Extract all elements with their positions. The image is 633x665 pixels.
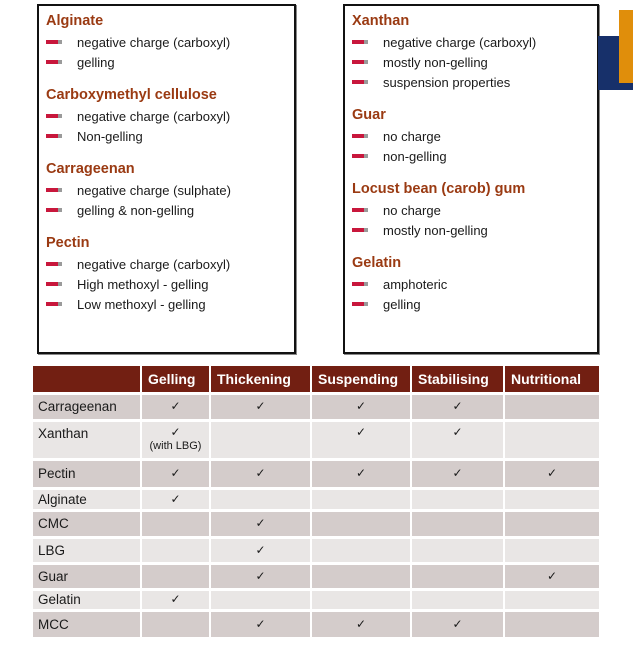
checkmark-icon: ✓ xyxy=(255,568,266,583)
table-cell xyxy=(210,537,311,563)
table-cell xyxy=(210,510,311,537)
bullet-item xyxy=(46,274,294,294)
checkmark-icon: ✓ xyxy=(170,491,181,506)
bullet-dash-icon xyxy=(352,40,368,44)
table-row xyxy=(33,610,599,637)
bullet-text: mostly non-gelling xyxy=(383,222,488,238)
bullet-text: suspension properties xyxy=(383,74,511,90)
checkmark-icon: ✓ xyxy=(355,616,367,631)
bullet-text: negative charge (carboxyl) xyxy=(383,34,537,50)
table-cell xyxy=(210,488,311,510)
bullet-text: negative charge (carboxyl) xyxy=(77,108,231,124)
bullet-dash-icon xyxy=(46,40,62,44)
bullet-item xyxy=(352,72,597,92)
table-cell xyxy=(504,488,599,510)
property-group xyxy=(352,180,597,240)
bullet-text: Non-gelling xyxy=(77,128,143,144)
bullet-dash-icon xyxy=(46,134,62,138)
bullet-text: no charge xyxy=(383,202,441,218)
bullet-item xyxy=(46,32,294,52)
checkmark-icon: ✓ xyxy=(452,616,463,631)
checkmark-icon: ✓ xyxy=(452,424,463,439)
table-cell xyxy=(504,610,599,637)
table-row xyxy=(33,420,599,459)
table-cell xyxy=(141,510,210,537)
bullet-dash-icon xyxy=(46,262,62,266)
checkmark-icon: ✓ xyxy=(546,466,558,480)
bullet-dash-icon xyxy=(46,208,62,212)
table-cell xyxy=(210,459,311,488)
checkmark-icon: ✓ xyxy=(170,424,181,439)
row-label: Alginate xyxy=(33,488,141,510)
bullet-text: negative charge (sulphate) xyxy=(77,182,231,198)
bullet-item xyxy=(46,126,294,146)
row-label: LBG xyxy=(33,537,141,563)
bullet-text: non-gelling xyxy=(383,148,447,164)
cell-note: (with LBG) xyxy=(149,439,202,452)
group-title: Gelatin xyxy=(352,255,402,271)
group-title: Carrageenan xyxy=(46,161,135,177)
property-group xyxy=(352,254,597,314)
table-cell xyxy=(210,393,311,420)
table-row xyxy=(33,488,599,510)
bullet-text: amphoteric xyxy=(383,276,448,292)
table-cell xyxy=(141,610,210,637)
bullet-item xyxy=(352,146,597,166)
logo-graphic xyxy=(598,10,633,90)
table-header-row xyxy=(33,366,599,393)
table-cell xyxy=(504,589,599,610)
bullet-text: High methoxyl - gelling xyxy=(77,276,209,292)
bullet-dash-icon xyxy=(352,154,368,158)
checkmark-icon: ✓ xyxy=(255,466,266,480)
bullet-dash-icon xyxy=(46,302,62,306)
table-cell xyxy=(311,563,411,589)
bullet-text: Low methoxyl - gelling xyxy=(77,296,206,312)
checkmark-icon: ✓ xyxy=(452,466,463,480)
table-row xyxy=(33,510,599,537)
group-title: Guar xyxy=(352,107,386,123)
table-row xyxy=(33,459,599,488)
row-label: MCC xyxy=(33,610,141,637)
table-cell xyxy=(311,488,411,510)
checkmark-icon: ✓ xyxy=(355,424,367,439)
bullet-text: gelling & non-gelling xyxy=(77,202,195,218)
table-cell xyxy=(411,488,504,510)
checkmark-icon: ✓ xyxy=(452,399,463,413)
checkmark-icon: ✓ xyxy=(355,399,367,413)
bullet-item xyxy=(352,294,597,314)
table-cell xyxy=(411,510,504,537)
table-cell xyxy=(311,420,411,459)
table-cell xyxy=(141,459,210,488)
property-group xyxy=(46,12,294,72)
bullet-dash-icon xyxy=(352,80,368,84)
table-cell xyxy=(504,537,599,563)
bullet-dash-icon xyxy=(46,282,62,286)
bullet-text: negative charge (carboxyl) xyxy=(77,34,231,50)
table-cell xyxy=(411,610,504,637)
bullet-dash-icon xyxy=(352,60,368,64)
bullet-dash-icon xyxy=(46,60,62,64)
table-cell xyxy=(210,563,311,589)
table-cell xyxy=(504,563,599,589)
header-nutritional: Nutritional xyxy=(504,366,599,393)
left-info-box xyxy=(37,4,296,354)
checkmark-icon: ✓ xyxy=(255,616,266,631)
bullet-item xyxy=(352,274,597,294)
checkmark-icon: ✓ xyxy=(546,568,558,583)
table-cell xyxy=(210,420,311,459)
table-cell xyxy=(504,420,599,459)
checkmark-icon: ✓ xyxy=(255,399,266,413)
table-cell xyxy=(504,393,599,420)
bullet-item xyxy=(46,52,294,72)
bullet-text: gelling xyxy=(77,54,115,70)
properties-table xyxy=(33,366,599,637)
group-title: Alginate xyxy=(46,13,104,29)
table-row xyxy=(33,589,599,610)
table-cell xyxy=(141,488,210,510)
group-title: Carboxymethyl cellulose xyxy=(46,87,217,103)
checkmark-icon: ✓ xyxy=(170,399,181,413)
table-cell xyxy=(141,420,210,459)
table-cell xyxy=(411,589,504,610)
bullet-item xyxy=(352,126,597,146)
bullet-dash-icon xyxy=(352,302,368,306)
checkmark-icon: ✓ xyxy=(255,516,266,530)
table-cell xyxy=(141,589,210,610)
header-stabilising: Stabilising xyxy=(411,366,504,393)
bullet-dash-icon xyxy=(46,188,62,192)
property-group xyxy=(46,160,294,220)
header-thickening: Thickening xyxy=(210,366,311,393)
checkmark-icon: ✓ xyxy=(255,542,266,557)
logo-gold-bar xyxy=(619,10,633,83)
bullet-text: no charge xyxy=(383,128,441,144)
table-cell xyxy=(411,563,504,589)
group-title: Xanthan xyxy=(352,13,410,29)
bullet-dash-icon xyxy=(352,282,368,286)
bullet-item xyxy=(46,254,294,274)
bullet-item xyxy=(46,180,294,200)
checkmark-icon: ✓ xyxy=(170,466,181,480)
right-info-box xyxy=(343,4,599,354)
property-group xyxy=(46,86,294,146)
bullet-item xyxy=(46,294,294,314)
table-cell xyxy=(411,459,504,488)
row-label: Xanthan xyxy=(33,420,141,459)
table-cell xyxy=(411,393,504,420)
table-cell xyxy=(411,537,504,563)
table-cell xyxy=(311,589,411,610)
bullet-item xyxy=(352,32,597,52)
table-cell xyxy=(311,510,411,537)
checkmark-icon: ✓ xyxy=(355,466,367,480)
bullet-item xyxy=(352,200,597,220)
table-cell xyxy=(311,393,411,420)
table-row xyxy=(33,563,599,589)
table-cell xyxy=(311,610,411,637)
property-group xyxy=(46,234,294,314)
bullet-text: gelling xyxy=(383,296,421,312)
table-cell xyxy=(210,610,311,637)
bullet-dash-icon xyxy=(46,114,62,118)
group-title: Locust bean (carob) gum xyxy=(352,181,526,197)
header-blank xyxy=(33,366,141,393)
bullet-item xyxy=(46,200,294,220)
table-cell xyxy=(411,420,504,459)
property-group xyxy=(352,12,597,92)
header-suspending: Suspending xyxy=(311,366,411,393)
group-title: Pectin xyxy=(46,235,90,251)
table-cell xyxy=(141,563,210,589)
table-cell xyxy=(311,459,411,488)
bullet-text: negative charge (carboxyl) xyxy=(77,256,231,272)
table-cell xyxy=(311,537,411,563)
bullet-item xyxy=(352,220,597,240)
bullet-item xyxy=(352,52,597,72)
bullet-item xyxy=(46,106,294,126)
row-label: Gelatin xyxy=(33,589,141,610)
bullet-text: mostly non-gelling xyxy=(383,54,488,70)
bullet-dash-icon xyxy=(352,208,368,212)
row-label: Carrageenan xyxy=(33,393,141,420)
table-row xyxy=(33,537,599,563)
property-group xyxy=(352,106,597,166)
table-cell xyxy=(504,510,599,537)
row-label: CMC xyxy=(33,510,141,537)
checkmark-icon: ✓ xyxy=(170,592,181,606)
bullet-dash-icon xyxy=(352,228,368,232)
table-cell xyxy=(210,589,311,610)
bullet-dash-icon xyxy=(352,134,368,138)
table-cell xyxy=(141,537,210,563)
row-label: Guar xyxy=(33,563,141,589)
header-gelling: Gelling xyxy=(141,366,210,393)
row-label: Pectin xyxy=(33,459,141,488)
table-cell xyxy=(141,393,210,420)
table-row xyxy=(33,393,599,420)
table-cell xyxy=(504,459,599,488)
